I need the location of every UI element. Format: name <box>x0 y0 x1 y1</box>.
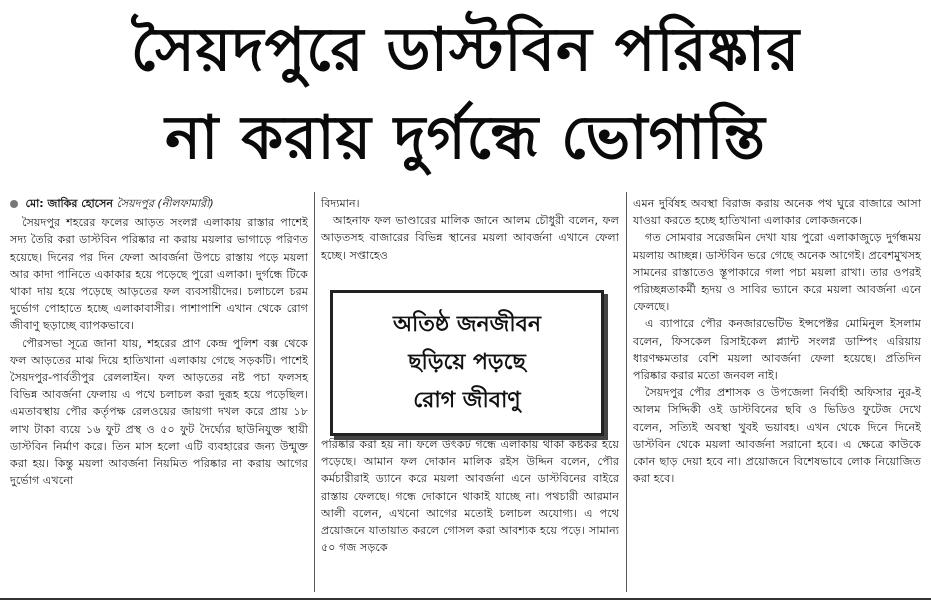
column-2-top <box>321 195 619 264</box>
bottom-rule <box>0 598 931 600</box>
byline-location: সৈয়দপুর (নীলফামারী) <box>116 197 214 210</box>
paragraph: পৌরসভা সূত্রে জানা যায়, শহরের প্রাণ কেন্দ্র পুলিশ বক্স থেকে ফল আড়তের মাঝ দিয়ে হাতিখানা এলাকায় গেছে সড়কটি। পাশেই সৈয়দপুর-পার্বতীপুর রেললাইন। ফল আড়তের নষ্ট পচা ফলসহ বিভিন্ন আবর্জনা ফেলায় এ পথে চলাচল করা দুরূহ হয়ে পড়েছিল। এমতাবস্থায় পৌর কর্তৃপক্ষ রেলওয়ের জায়গা দখল করে প্রায় ১৮ লাখ টাকা ব্যয়ে ১৬ ফুট প্রস্থ ও ৫০ ফুট দৈর্ঘ্যের ছাউনিযুক্ত স্থায়ী ডাস্টবিন নির্মাণ করে। তিন মাস হলো এটি ব্যবহারের জন্য উন্মুক্ত করা হয়। কিন্তু ময়লা আবর্জনা নিয়মিত পরিষ্কার না করায় আগের দুর্ভোগ এখনো <box>10 336 308 488</box>
paragraph: বিদ্যমান। <box>321 197 360 210</box>
paragraph: গত সোমবার সরেজমিন দেখা যায় পুরো এলাকাজুড়ে দুর্গন্ধময় ময়লায় আচ্ছন্ন। ডাস্টবিন ভরে গেছে অনেক আগেই। প্রবেশমুখসহ সামনের রাস্তাতেও স্তূপাকারে গলা পচা ময়লা রাখা। তার ওপরই পরিচ্ছন্নতাকর্মী হৃদয় ও সাবির ভ্যানে করে ময়লা আবর্জনা এনে ফেলছে। <box>633 231 921 314</box>
headline-line-1: সৈয়দপুরে ডাস্টবিন পরিষ্কার <box>130 15 801 85</box>
column-divider-1 <box>314 192 315 592</box>
pull-quote-line-1: অতিষ্ঠ জনজীবন <box>392 312 541 337</box>
paragraph: পরিষ্কার করা হয় না। ফলে উৎকট গন্ধে এলাকায় থাকা কষ্টকর হয়ে পড়েছে। আমান ফল দোকান মালিক রইস উদ্দিন বলেন, পৌর কর্মচারীরাই ড্যানে করে ময়লা আবর্জনা এনে ডাস্টবিনের বাইরে রাস্তায় ফেলছে। গন্ধে দোকানে থাকাই যাচ্ছে না। পথচারী আরমান আলী বলেন, এখনো আগের মতোই চলাচল অযোগ্য। এ পথে প্রয়োজনে যাতায়াত করলে গোসল করা আবশ্যক হয়ে পড়ে। সামান্য ৫০ গজ সড়কে <box>321 438 619 555</box>
paragraph: সৈয়দপুর শহরের ফলের আড়ত সংলগ্ন এলাকায় রাস্তার পাশেই সদ্য তৈরি করা ডাস্টবিন পরিষ্কার না করায় ময়লার ভাগাড়ে পরিণত হয়েছে। দিনের পর দিন ফেলা আবর্জনা উপচে রাস্তায় পড়ে ময়লা আর কাদা পানিতে একাকার হয়ে পড়েছে পুরো এলাকা। দুর্গন্ধে টিকে থাকা দায় হয়ে পড়েছে আড়তের ফল ব্যবসায়ীদের। চলাচলে চরম দুর্ভোগ পোহাতে হচ্ছে এলাকাবাসীর। পাশাপাশি এখান থেকে রোগ জীবাণু ছড়াচ্ছে ব্যাপকভাবে। <box>10 216 308 333</box>
paragraph: সৈয়দপুর পৌর প্রশাসক ও উপজেলা নির্বাহী অফিসার নুর-ই আলম সিদ্দিকী ওই ডাস্টবিনের ছবি ও ভিডিও ফুটেজ দেখে বলেন, সত্যিই অবস্থা খুবই ভয়াবহ। এখন থেকে দিনে দিনেই ডাস্টবিন থেকে ময়লা আবর্জনা সরানো হবে। এ ক্ষেত্রে কাউকে কোন ছাড় দেয়া হবে না। প্রয়োজনে বিশেষভাবে লোক নিয়োজিত করা হবে। <box>633 386 921 486</box>
headline-line-2: না করায় দুর্গন্ধে ভোগান্তি <box>165 103 766 173</box>
column-divider-2 <box>626 192 627 592</box>
article-column-1 <box>10 195 308 489</box>
article-column-3 <box>633 195 921 487</box>
pull-quote-line-2: ছড়িয়ে পড়ছে <box>408 350 526 375</box>
paragraph: এ ব্যাপারে পৌর কনজারভেটিভ ইন্সপেক্টর মোমিনুল ইসলাম বলেন, ফিসকেল রিসাইকেল প্ল্যান্ট সংলগ্ন ডাম্পিং এরিয়ায় ধারণক্ষমতার বেশি ময়লা আবর্জনা ফেলা হয়েছে। প্রতিদিন পরিষ্কার করার মতো জনবল নাই। <box>633 317 921 383</box>
pull-quote-box <box>330 290 604 436</box>
paragraph: আহনাফ ফল ভাণ্ডারের মালিক জানে আলম চৌধুরী বলেন, ফল আড়তসহ বাজারের বিভিন্ন স্থানের ময়লা আবর্জনা এখানে ফেলা হচ্ছে। সপ্তাহেও <box>321 214 619 262</box>
column-2-bottom <box>321 436 619 556</box>
paragraph: এমন দুর্বিষহ অবস্থা বিরাজ করায় অনেক পথ ঘুরে বাজারে আসা যাওয়া করতে হচ্ছে হাতিখানা এলাকার লোকজনকে। <box>633 197 921 228</box>
bullet-icon <box>10 200 18 208</box>
byline <box>10 195 308 212</box>
byline-author: মো: জাকির হোসেন <box>25 197 113 210</box>
pull-quote-line-3: রোগ জীবাণু <box>413 388 521 413</box>
